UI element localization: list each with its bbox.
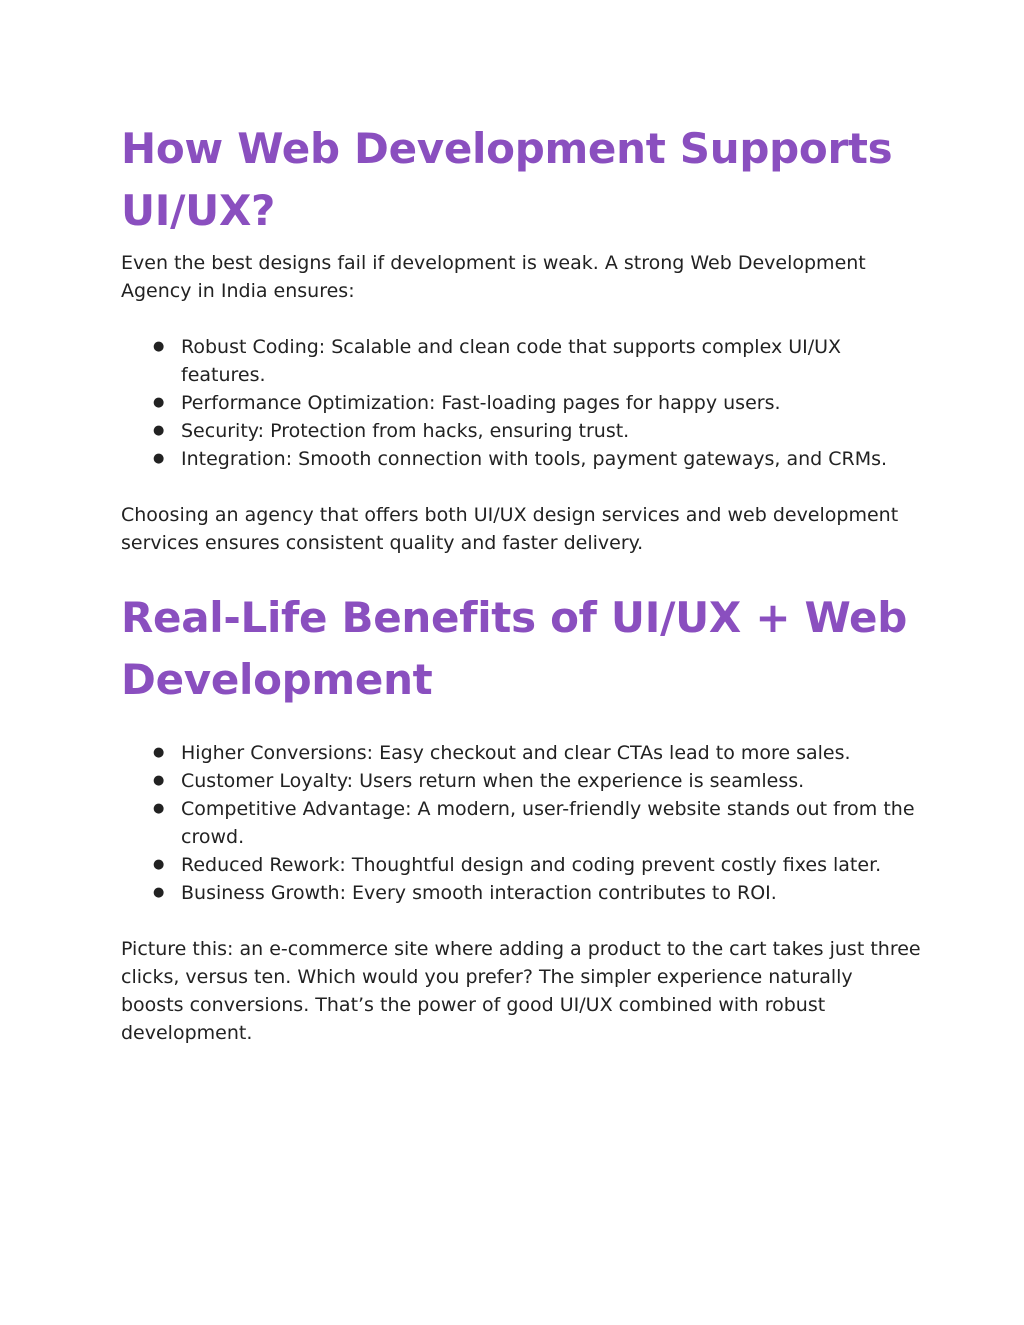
bullet-icon: ● [153,857,165,872]
list-item [121,795,921,851]
list-item [121,445,921,473]
list-item-text: Business Growth: Every smooth interaction contributes to ROI. [181,882,777,904]
spacer [121,907,921,935]
bullet-icon: ● [153,885,165,900]
list-item-text: Security: Protection from hacks, ensuring trust. [181,420,630,442]
list-item-text: Higher Conversions: Easy checkout and clear CTAs lead to more sales. [181,742,851,764]
list-item [121,333,921,389]
bullet-list-development-benefits [121,333,921,473]
list-item-text: Competitive Advantage: A modern, user-friendly website stands out from the crowd. [181,798,915,848]
document-content [121,118,921,1047]
section-heading-real-life-benefits: Real-Life Benefits of UI/UX + Web Development [121,593,908,704]
list-item-text: Integration: Smooth connection with tools, payment gateways, and CRMs. [181,448,888,470]
list-item [121,879,921,907]
bullet-icon: ● [153,745,165,760]
section-heading-web-dev-supports-uiux: How Web Development Supports UI/UX? [121,124,893,235]
list-item [121,767,921,795]
bullet-icon: ● [153,773,165,788]
spacer [121,305,921,333]
list-item-text: Customer Loyalty: Users return when the experience is seamless. [181,770,805,792]
list-item [121,389,921,417]
bullet-icon: ● [153,801,165,816]
bullet-icon: ● [153,395,165,410]
bullet-icon: ● [153,423,165,438]
spacer [121,473,921,501]
bullet-icon: ● [153,451,165,466]
list-item [121,739,921,767]
spacer [121,557,921,587]
list-item-text: Reduced Rework: Thoughtful design and coding prevent costly fixes later. [181,854,882,876]
list-item [121,851,921,879]
spacer [121,242,921,249]
list-item-text: Performance Optimization: Fast-loading pages for happy users. [181,392,781,414]
list-item-text: Robust Coding: Scalable and clean code that supports complex UI/UX features. [181,336,842,386]
intro-paragraph: Even the best designs fail if development is weak. A strong Web Development Agency in India ensures: [121,252,866,302]
closing-paragraph: Picture this: an e-commerce site where adding a product to the cart takes just three clicks, versus ten. Which would you prefer? The simpler experience naturally boosts conversions. That’s the power of good UI/UX combined with robust development. [121,938,921,1044]
list-item [121,417,921,445]
bullet-list-real-life-benefits [121,739,921,907]
closing-paragraph: Choosing an agency that offers both UI/UX design services and web development services ensures consistent quality and faster delivery. [121,504,899,554]
spacer [121,711,921,739]
bullet-icon: ● [153,339,165,354]
